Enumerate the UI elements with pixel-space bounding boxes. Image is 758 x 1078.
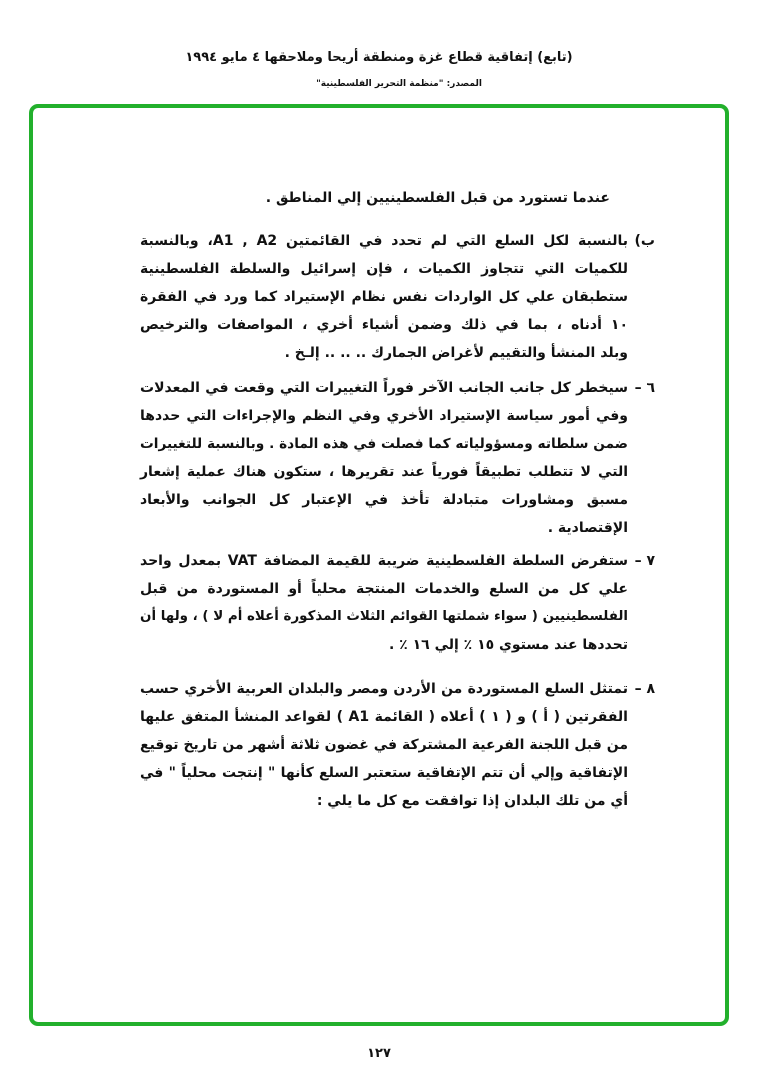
paragraph-line: وبلد المنشأ والتقييم لأغراض الجمارك .. .. .. إلـخ .	[284, 345, 628, 361]
paragraph-line: التي لا تتطلب تطبيقاً فورياً عند تقريرها ، ستكون هناك عملية إشعار	[140, 464, 628, 480]
document-header-title: (تابع) إتفاقية قطاع غزة ومنطقة أريحا وملاحقها ٤ مايو ١٩٩٤	[185, 50, 573, 65]
intro-line: عندما تستورد من قبل الفلسطينيين إلي المناطق .	[265, 190, 610, 206]
paragraph-line: من قبل اللجنة الفرعية المشتركة في غضون ثلاثة أشهر من تاريخ توقيع	[140, 737, 628, 753]
paragraph-line: للكميات التي تتجاوز الكميات ، فإن إسرائيل والسلطة الفلسطينية	[140, 261, 628, 277]
paragraph-line: ستفرض السلطة الفلسطينية ضريبة للقيمة المضافة VAT بمعدل واحد	[140, 553, 628, 569]
paragraph-line: تمتثل السلع المستوردة من الأردن ومصر والبلدان العربية الأخري حسب	[140, 681, 628, 697]
paragraph-line: الإقتصادية .	[547, 520, 628, 536]
paragraph-line: بالنسبة لكل السلع التي لم تحدد في القائمتين A1 , A2، وبالنسبة	[140, 233, 628, 249]
paragraph-line: سيخطر كل جانب الجانب الآخر فوراً التغييرات التي وقعت في المعدلات	[140, 380, 628, 396]
paragraph-number: ٦ –	[634, 380, 655, 396]
paragraph-line: الفلسطينيين ( سواء شملتها القوائم الثلاث المذكورة أعلاه أم لا ) ، ولها أن	[140, 609, 628, 624]
paragraph-line: ضمن سلطاته ومسؤولياته كما فصلت في هذه المادة . وبالنسبة للتغييرات	[140, 436, 628, 452]
paragraph-line: علي كل من السلع والخدمات المنتجة محلياً أو المستوردة من قبل	[140, 581, 628, 597]
paragraph-line: تحددها عند مستوي ١٥ ٪ إلي ١٦ ٪ .	[388, 637, 628, 653]
paragraph-line: أي من تلك البلدان إذا توافقت مع كل ما يلي :	[316, 793, 628, 809]
paragraph-number: ٧ –	[634, 553, 655, 569]
paragraph-line: مسبق ومشاورات متبادلة تأخذ في الإعتبار كل الجوانب والأبعاد	[140, 492, 628, 508]
paragraph-line: الفقرتين ( أ ) و ( ١ ) أعلاه ( القائمة A1 ) لقواعد المنشأ المتفق عليها	[140, 709, 628, 725]
paragraph-line: وفي أمور سياسة الإستيراد الأخري وفي النظم والإجراءات التي حددها	[140, 408, 628, 424]
paragraph-number: ٨ –	[634, 681, 655, 697]
paragraph-line: الإتفاقية وإلي أن تتم الإتفاقية ستعتبر السلع كأنها " إنتجت محلياً " في	[140, 765, 628, 781]
document-source: المصدر: "منظمة التحرير الفلسطينية"	[316, 79, 482, 89]
paragraph-number: ب)	[634, 233, 655, 249]
page-number: ١٢٧	[367, 1046, 391, 1061]
paragraph-line: ستطبقان علي كل الواردات نفس نظام الإستيراد كما ورد في الفقرة	[140, 289, 628, 305]
paragraph-line: ١٠ أدناه ، بما في ذلك وضمن أشياء أخري ، المواصفات والترخيص	[140, 317, 628, 333]
